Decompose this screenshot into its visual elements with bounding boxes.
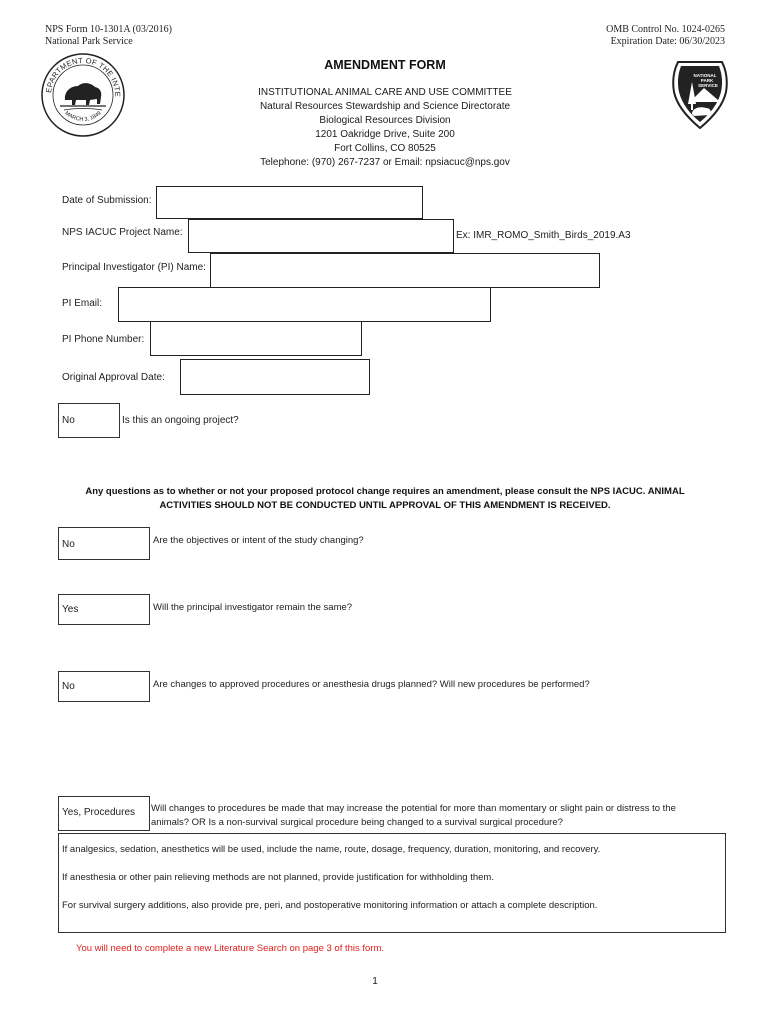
ongoing-project-question: Is this an ongoing project? (122, 415, 239, 426)
form-number: NPS Form 10-1301A (03/2016) (45, 24, 172, 35)
seal-ring-text: EPARTMENT OF THE INTE (44, 55, 123, 98)
doi-seal-icon (40, 52, 126, 138)
ongoing-project-select[interactable]: No (58, 403, 120, 438)
nps-logo-text-1: NATIONAL (693, 73, 717, 78)
directorate-name: Natural Resources Stewardship and Science Directorate (259, 101, 511, 112)
pi-phone-input[interactable] (150, 321, 362, 356)
instruction-line-2: If anesthesia or other pain relieving methods are not planned, provide justification for withholding them. (62, 872, 494, 883)
pain-distress-question-line-1: Will changes to procedures be made that may increase the potential for more than momentary or slight pain or distress to the (151, 803, 676, 814)
form-title: AMENDMENT FORM (324, 58, 446, 72)
approval-date-label: Original Approval Date: (62, 372, 165, 383)
date-submission-input[interactable] (156, 186, 423, 219)
omb-control-number: OMB Control No. 1024-0265 (606, 24, 725, 35)
pi-email-input[interactable] (118, 287, 491, 322)
pi-email-label: PI Email: (62, 298, 103, 309)
notice-line-2: ACTIVITIES SHOULD NOT BE CONDUCTED UNTIL APPROVAL OF THIS AMENDMENT IS RECEIVED. (159, 500, 611, 511)
instruction-line-3: For survival surgery additions, also provide pre, peri, and postoperative monitoring information or attach a complete description. (62, 900, 598, 911)
svg-text:MARCH 3, 1849 (63, 110, 102, 123)
pain-distress-question-line-2: animals? OR Is a non-survival surgical procedure being changed to a survival surgical procedure? (151, 817, 563, 828)
procedures-description-textarea[interactable] (58, 833, 726, 933)
contact-info: Telephone: (970) 267-7237 or Email: npsiacuc@nps.gov (260, 157, 510, 168)
pi-name-label: Principal Investigator (PI) Name: (62, 262, 206, 273)
project-name-input[interactable] (188, 219, 454, 253)
pain-distress-select[interactable]: Yes, Procedures (58, 796, 150, 831)
literature-search-note: You will need to complete a new Literature Search on page 3 of this form. (76, 943, 385, 954)
objectives-changing-question: Are the objectives or intent of the study changing? (153, 535, 364, 546)
date-submission-label: Date of Submission: (62, 195, 152, 206)
pi-phone-label: PI Phone Number: (62, 334, 145, 345)
seal-date-text: MARCH 3, 1849 (63, 110, 103, 123)
project-name-example: Ex: IMR_ROMO_Smith_Birds_2019.A3 (456, 230, 631, 241)
pi-same-question: Will the principal investigator remain the same? (153, 602, 353, 613)
arrowhead-icon (670, 58, 730, 130)
notice-line-1: Any questions as to whether or not your proposed protocol change requires an amendment, please consult the NPS IACUC. ANIMAL (85, 486, 685, 497)
nps-logo-text-2: PARK (700, 78, 714, 83)
project-name-label: NPS IACUC Project Name: (62, 227, 183, 238)
expiration-date: Expiration Date: 06/30/2023 (610, 36, 725, 47)
agency-name: National Park Service (45, 36, 133, 47)
division-name: Biological Resources Division (319, 115, 451, 126)
pi-name-input[interactable] (210, 253, 600, 288)
address-line-1: 1201 Oakridge Drive, Suite 200 (315, 129, 455, 140)
page-number: 1 (372, 976, 378, 987)
committee-name: INSTITUTIONAL ANIMAL CARE AND USE COMMITTEE (258, 87, 512, 98)
pi-same-select[interactable]: Yes (58, 594, 150, 625)
procedure-changes-select[interactable]: No (58, 671, 150, 702)
objectives-changing-select[interactable]: No (58, 527, 150, 560)
procedure-changes-question: Are changes to approved procedures or anesthesia drugs planned? Will new procedures be performed? (153, 679, 590, 690)
nps-logo-text-3: SERVICE (698, 83, 718, 88)
instruction-line-1: If analgesics, sedation, anesthetics will be used, include the name, route, dosage, frequency, duration, monitoring, and recovery. (62, 844, 601, 855)
approval-date-input[interactable] (180, 359, 370, 395)
address-line-2: Fort Collins, CO 80525 (334, 143, 436, 154)
